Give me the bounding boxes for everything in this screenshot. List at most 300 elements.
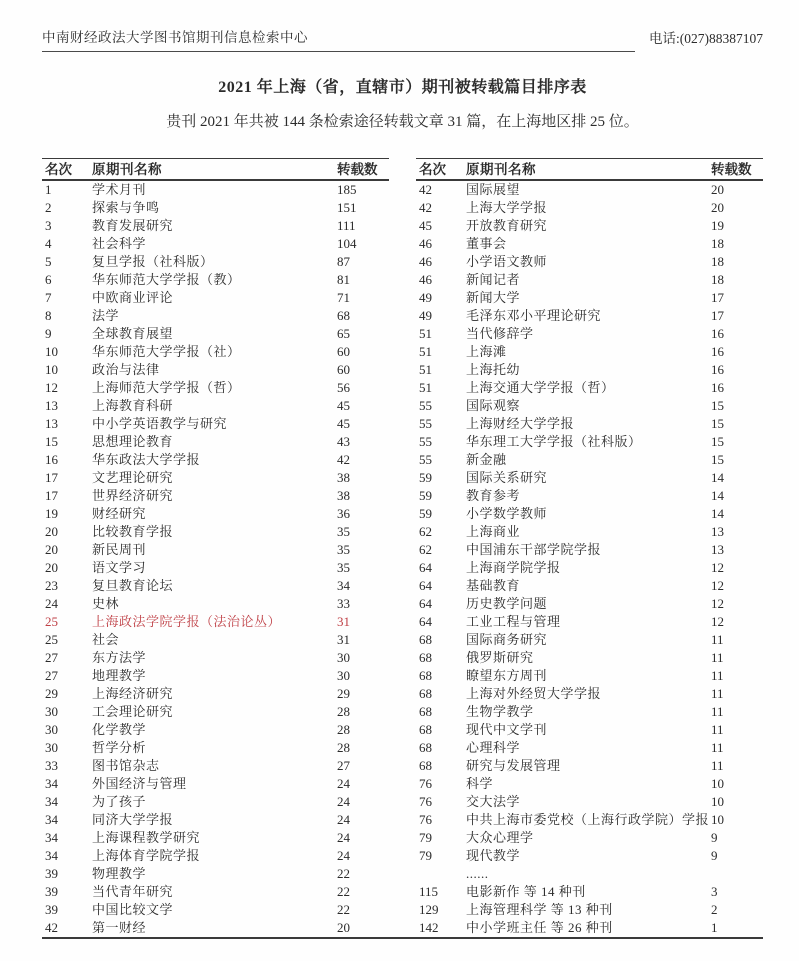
table-row [42,919,389,937]
count-cell: 30 [337,650,350,665]
rank-cell: 30 [45,740,58,755]
journal-name-cell: 中小学英语教学与研究 [92,416,228,431]
table-row [416,685,763,703]
journal-name-cell: 新闻记者 [466,272,521,287]
table-row [42,235,389,253]
count-cell: 11 [711,704,724,719]
column-header-rank: 名次 [45,162,72,177]
count-cell: 14 [711,470,724,485]
count-cell: 12 [711,578,724,593]
table-row [42,883,389,901]
table-row [416,487,763,505]
count-cell: 2 [711,902,718,917]
journal-name-cell: 新民周刊 [92,542,147,557]
rank-cell: 55 [419,452,432,467]
rank-cell: 23 [45,578,58,593]
count-cell: 151 [337,200,357,215]
table-row [416,415,763,433]
table-row [416,505,763,523]
table-row [42,325,389,343]
column-header-count: 转载数 [337,162,378,177]
table-row [42,199,389,217]
table-row [42,415,389,433]
rank-cell: 59 [419,506,432,521]
table-row [416,829,763,847]
page-subtitle: 贵刊 2021 年共被 144 条检索途径转载文章 31 篇，在上海地区排 25 位。 [166,114,639,130]
table-row [42,703,389,721]
table-row [416,469,763,487]
count-cell: 15 [711,416,724,431]
rank-cell: 25 [45,632,58,647]
journal-name-cell: 上海对外经贸大学学报 [466,686,602,701]
rank-cell: 64 [419,614,432,629]
journal-name-cell: 当代青年研究 [92,884,174,899]
journal-name-cell: 上海政法学院学报（法治论丛） [92,614,282,629]
count-cell: 18 [711,254,724,269]
rank-cell: 12 [45,380,58,395]
ranking-table-right [416,158,763,937]
rank-cell: 55 [419,434,432,449]
count-cell: 15 [711,434,724,449]
rank-cell: 59 [419,488,432,503]
table-row [42,901,389,919]
count-cell: 16 [711,380,724,395]
table-row [42,343,389,361]
table-row [416,325,763,343]
count-cell: 31 [337,614,350,629]
journal-name-cell: 华东师范大学学报（社） [92,344,241,359]
table-row [42,757,389,775]
journal-name-cell: 史林 [92,596,120,611]
table-row [42,739,389,757]
journal-name-cell: 工会理论研究 [92,704,174,719]
table-row [42,307,389,325]
rank-cell: 79 [419,830,432,845]
rank-cell: 42 [419,182,432,197]
journal-name-cell: 复旦学报（社科版） [92,254,214,269]
table-row [42,775,389,793]
table-row [416,181,763,199]
table-row [42,361,389,379]
count-cell: 11 [711,668,724,683]
journal-name-cell: 思想理论教育 [92,434,174,449]
letterhead [42,26,763,52]
count-cell: 45 [337,416,350,431]
rank-cell: 13 [45,416,58,431]
count-cell: 43 [337,434,350,449]
rank-cell: 19 [45,506,58,521]
rank-cell: 46 [419,272,432,287]
rank-cell: 7 [45,290,52,305]
table-row [42,505,389,523]
count-cell: 12 [711,596,724,611]
count-cell: 185 [337,182,357,197]
journal-name-cell: 上海滩 [466,344,507,359]
journal-name-cell: 俄罗斯研究 [466,650,534,665]
table-row [42,217,389,235]
rank-cell: 64 [419,578,432,593]
ranking-table-left [42,158,389,937]
count-cell: 12 [711,614,724,629]
journal-name-cell: 上海商学院学报 [466,560,561,575]
rank-cell: 59 [419,470,432,485]
rank-cell: 16 [45,452,58,467]
table-row [42,649,389,667]
count-cell: 60 [337,344,350,359]
count-cell: 22 [337,884,350,899]
count-cell: 45 [337,398,350,413]
column-header-rank: 名次 [419,162,446,177]
rank-cell: 64 [419,560,432,575]
table-row [416,379,763,397]
rank-cell: 62 [419,524,432,539]
count-cell: 28 [337,740,350,755]
count-cell: 28 [337,704,350,719]
count-cell: 19 [711,218,724,233]
table-row [416,307,763,325]
table-row [42,613,389,631]
count-cell: 16 [711,362,724,377]
journal-name-cell: 现代教学 [466,848,521,863]
table-row [42,811,389,829]
count-cell: 65 [337,326,350,341]
table-row [416,793,763,811]
count-cell: 35 [337,560,350,575]
journal-name-cell: 财经研究 [92,506,147,521]
journal-name-cell: ...... [466,866,489,881]
journal-name-cell: 历史教学问题 [466,596,548,611]
table-row [416,811,763,829]
rank-cell: 142 [419,920,439,935]
table-row [416,631,763,649]
rank-cell: 30 [45,722,58,737]
count-cell: 27 [337,758,350,773]
rank-cell: 55 [419,398,432,413]
rank-cell: 49 [419,290,432,305]
journal-name-cell: 上海托幼 [466,362,521,377]
table-row [416,541,763,559]
rank-cell: 27 [45,650,58,665]
count-cell: 1 [711,920,718,935]
table-row [416,847,763,865]
table-row [416,343,763,361]
journal-name-cell: 学术月刊 [92,182,147,197]
journal-name-cell: 基础教育 [466,578,521,593]
count-cell: 9 [711,830,718,845]
rank-cell: 51 [419,344,432,359]
count-cell: 38 [337,470,350,485]
count-cell: 17 [711,308,724,323]
table-row [42,487,389,505]
table-row [42,631,389,649]
rank-cell: 68 [419,686,432,701]
table-row [416,649,763,667]
table-row [416,613,763,631]
rank-cell: 129 [419,902,439,917]
journal-name-cell: 华东政法大学学报 [92,452,201,467]
table-row [416,397,763,415]
rank-cell: 27 [45,668,58,683]
count-cell: 20 [711,200,724,215]
count-cell: 18 [711,236,724,251]
table-header [42,158,389,181]
count-cell: 14 [711,506,724,521]
journal-name-cell: 中欧商业评论 [92,290,174,305]
journal-name-cell: 上海师范大学学报（哲） [92,380,241,395]
count-cell [711,865,763,883]
journal-name-cell: 法学 [92,308,120,323]
rank-cell: 10 [45,362,58,377]
count-cell: 42 [337,452,350,467]
count-cell: 36 [337,506,350,521]
journal-name-cell: 华东理工大学学报（社科版） [466,434,642,449]
rank-cell: 6 [45,272,52,287]
count-cell: 20 [337,920,350,935]
table-row [42,541,389,559]
table-row [416,577,763,595]
count-cell: 10 [711,794,724,809]
journal-name-cell: 研究与发展管理 [466,758,561,773]
count-cell: 24 [337,830,350,845]
rank-cell: 51 [419,326,432,341]
journal-name-cell: 上海交通大学学报（哲） [466,380,615,395]
table-row [416,865,763,883]
journal-name-cell: 交大法学 [466,794,521,809]
count-cell: 111 [337,218,356,233]
rank-cell: 34 [45,848,58,863]
rank-cell: 3 [45,218,52,233]
column-header-journal: 原期刊名称 [466,162,536,177]
count-cell: 13 [711,542,724,557]
count-cell: 22 [337,902,350,917]
count-cell: 17 [711,290,724,305]
rank-cell: 33 [45,758,58,773]
rank-cell: 68 [419,668,432,683]
journal-name-cell: 工业工程与管理 [466,614,561,629]
count-cell: 31 [337,632,350,647]
count-cell: 15 [711,452,724,467]
count-cell: 71 [337,290,350,305]
rank-cell: 46 [419,254,432,269]
journal-name-cell: 华东师范大学学报（教） [92,272,241,287]
rank-cell: 39 [45,902,58,917]
count-cell: 35 [337,542,350,557]
table-row [42,451,389,469]
journal-name-cell: 国际观察 [466,398,521,413]
journal-name-cell: 东方法学 [92,650,147,665]
count-cell: 10 [711,776,724,791]
count-cell: 35 [337,524,350,539]
journal-name-cell: 国际展望 [466,182,521,197]
rank-cell: 29 [45,686,58,701]
table-row [42,379,389,397]
count-cell: 16 [711,344,724,359]
count-cell: 14 [711,488,724,503]
table-row [42,397,389,415]
journal-name-cell: 心理科学 [466,740,521,755]
rank-cell: 76 [419,794,432,809]
table-row [416,595,763,613]
count-cell: 13 [711,524,724,539]
table-row [42,721,389,739]
table-row [42,595,389,613]
table-row [416,667,763,685]
count-cell: 81 [337,272,350,287]
table-row [42,523,389,541]
table-row [416,271,763,289]
count-cell: 28 [337,722,350,737]
column-header-journal: 原期刊名称 [92,162,162,177]
table-row [42,181,389,199]
rank-cell: 51 [419,380,432,395]
table-row [42,847,389,865]
table-row [42,253,389,271]
table-row [416,361,763,379]
rank-cell: 76 [419,812,432,827]
journal-name-cell: 化学教学 [92,722,147,737]
journal-name-cell: 国际商务研究 [466,632,548,647]
journal-name-cell: 为了孩子 [92,794,147,809]
journal-name-cell: 探索与争鸣 [92,200,160,215]
journal-name-cell: 新金融 [466,452,507,467]
table-row [416,775,763,793]
table-row [416,217,763,235]
journal-name-cell: 现代中文学刊 [466,722,548,737]
table-row [42,271,389,289]
table-row [416,433,763,451]
rank-cell: 51 [419,362,432,377]
journal-name-cell: 社会 [92,632,120,647]
rank-cell: 2 [45,200,52,215]
table-body-left [42,181,389,937]
rank-cell: 62 [419,542,432,557]
count-cell: 11 [711,758,724,773]
journal-name-cell: 政治与法律 [92,362,160,377]
rank-cell: 1 [45,182,52,197]
count-cell: 3 [711,884,718,899]
journal-name-cell: 上海经济研究 [92,686,174,701]
table-row [416,703,763,721]
rank-cell: 30 [45,704,58,719]
rank-cell: 34 [45,812,58,827]
table-row [42,289,389,307]
journal-name-cell: 国际关系研究 [466,470,548,485]
count-cell: 24 [337,794,350,809]
journal-name-cell: 语文学习 [92,560,147,575]
table-row [42,685,389,703]
journal-name-cell: 第一财经 [92,920,147,935]
journal-name-cell: 中国浦东干部学院学报 [466,542,602,557]
journal-name-cell: 教育参考 [466,488,521,503]
rank-cell [416,865,466,883]
rank-cell: 68 [419,632,432,647]
table-row [42,577,389,595]
count-cell: 9 [711,848,718,863]
count-cell: 24 [337,776,350,791]
rank-cell: 20 [45,542,58,557]
table-row [416,199,763,217]
count-cell: 12 [711,560,724,575]
journal-name-cell: 中小学班主任 等 26 种刊 [466,920,613,935]
table-row [416,739,763,757]
journal-name-cell: 社会科学 [92,236,147,251]
rank-cell: 55 [419,416,432,431]
journal-name-cell: 大众心理学 [466,830,534,845]
count-cell: 11 [711,740,724,755]
rank-cell: 68 [419,704,432,719]
journal-name-cell: 小学语文教师 [466,254,548,269]
count-cell: 24 [337,848,350,863]
rank-cell: 34 [45,776,58,791]
rank-cell: 8 [45,308,52,323]
table-row [416,523,763,541]
rank-cell: 20 [45,560,58,575]
rank-cell: 25 [45,614,58,629]
journal-name-cell: 科学 [466,776,494,791]
count-cell: 56 [337,380,350,395]
count-cell: 11 [711,650,724,665]
rank-cell: 17 [45,488,58,503]
count-cell: 18 [711,272,724,287]
rank-cell: 39 [45,884,58,899]
journal-name-cell: 中共上海市委党校（上海行政学院）学报 [466,812,710,827]
journal-name-cell: 复旦教育论坛 [92,578,174,593]
journal-name-cell: 瞭望东方周刊 [466,668,548,683]
journal-name-cell: 哲学分析 [92,740,147,755]
journal-name-cell: 毛泽东邓小平理论研究 [466,308,602,323]
journal-name-cell: 全球教育展望 [92,326,174,341]
rank-cell: 68 [419,650,432,665]
table-row [42,829,389,847]
table-header [416,158,763,181]
rank-cell: 45 [419,218,432,233]
count-cell: 15 [711,398,724,413]
rank-cell: 4 [45,236,52,251]
journal-name-cell: 地理教学 [92,668,147,683]
rank-cell: 42 [419,200,432,215]
rank-cell: 46 [419,236,432,251]
table-row [416,289,763,307]
rank-cell: 20 [45,524,58,539]
journal-name-cell: 同济大学学报 [92,812,174,827]
table-row [42,793,389,811]
count-cell: 11 [711,722,724,737]
table-row [416,919,763,937]
rank-cell: 39 [45,866,58,881]
count-cell: 11 [711,632,724,647]
journal-name-cell: 中国比较文学 [92,902,174,917]
rank-cell: 64 [419,596,432,611]
journal-name-cell: 上海管理科学 等 13 种刊 [466,902,613,917]
count-cell: 38 [337,488,350,503]
journal-name-cell: 物理教学 [92,866,147,881]
table-row [42,433,389,451]
table-row [416,253,763,271]
journal-name-cell: 电影新作 等 14 种刊 [466,884,586,899]
journal-name-cell: 教育发展研究 [92,218,174,233]
rank-cell: 24 [45,596,58,611]
count-cell: 34 [337,578,350,593]
rank-cell: 5 [45,254,52,269]
journal-name-cell: 新闻大学 [466,290,521,305]
table-row [416,901,763,919]
table-row [416,451,763,469]
count-cell: 87 [337,254,350,269]
journal-name-cell: 上海财经大学学报 [466,416,575,431]
page-title: 2021 年上海（省，直辖市）期刊被转载篇目排序表 [218,79,587,96]
rank-cell: 17 [45,470,58,485]
journal-name-cell: 文艺理论研究 [92,470,174,485]
